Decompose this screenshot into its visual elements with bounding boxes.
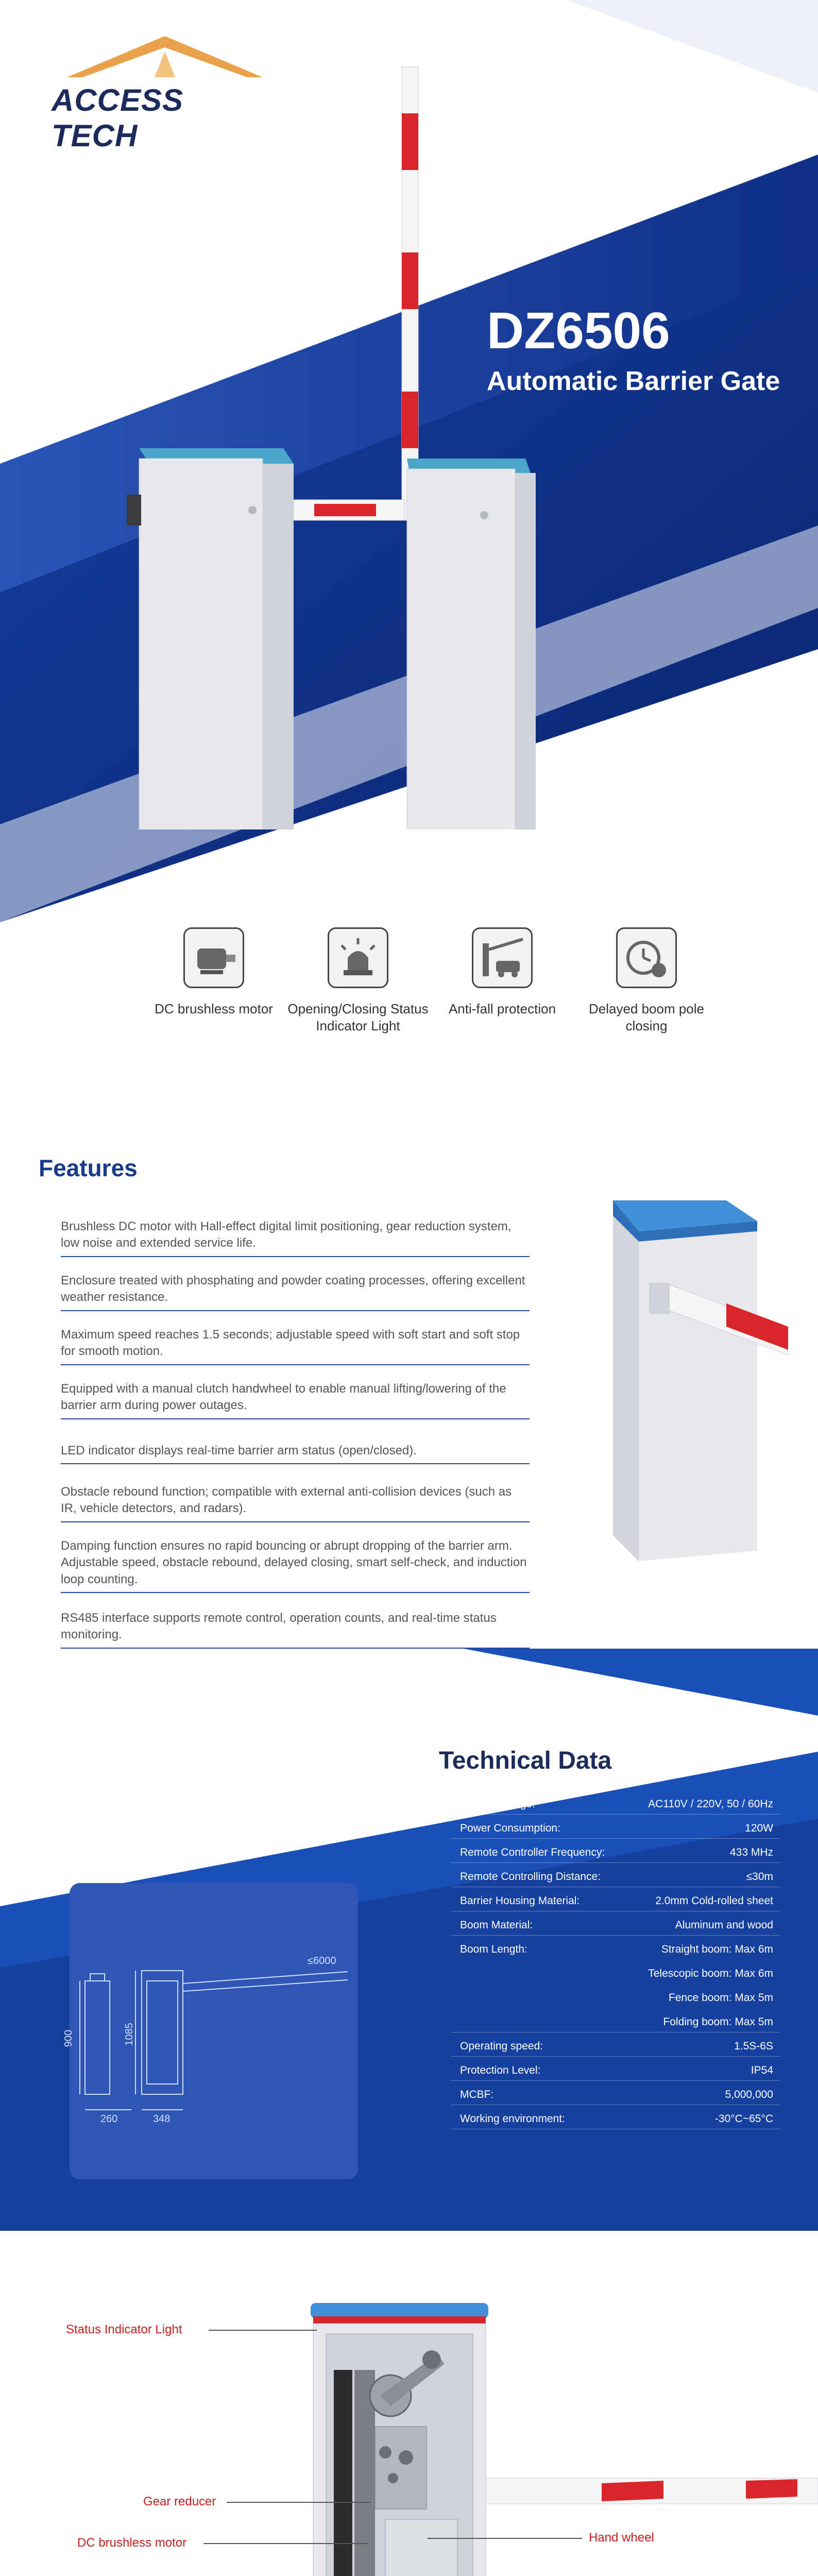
spec-row: Fence boom: Max 5m <box>668 1992 773 2004</box>
spec-row: Protection Level: IP54 <box>451 2059 780 2081</box>
highlight-indicator <box>281 927 435 1034</box>
spec-row: Remote Controlling Distance: ≤30m <box>451 1866 780 1887</box>
dim-boom-length: ≤6000 <box>308 1955 336 1967</box>
hero-banner <box>0 0 818 922</box>
highlight-anti-fall <box>425 927 580 1018</box>
spec-row: Boom Length: Straight boom: Max 6m <box>460 1943 773 1955</box>
tech-title: Technical Data <box>439 1747 612 1774</box>
timer-icon <box>616 927 677 988</box>
spec-row: Remote Controller Frequency: 433 MHz <box>451 1841 780 1863</box>
product-model: DZ6506 <box>487 302 670 360</box>
spec-row: Power Consumption: 120W <box>451 1817 780 1839</box>
label-dc-motor: DC brushless motor <box>77 2536 187 2550</box>
leader-line <box>227 2502 371 2503</box>
feature-item: Enclosure treated with phosphating and powder coating processes, offering excellent weather resistance. <box>61 1273 530 1311</box>
internal-structure-illustration <box>303 2303 818 2576</box>
dimension-lines <box>70 1883 358 2179</box>
feature-item: LED indicator displays real-time barrier arm status (open/closed). <box>61 1443 530 1464</box>
brand-name: ACCESS TECH <box>52 83 184 153</box>
features-title: Features <box>39 1155 138 1181</box>
highlight-label: Delayed boom pole closing <box>588 1001 705 1033</box>
label-status-indicator: Status Indicator Light <box>66 2323 182 2336</box>
feature-item: Brushless DC motor with Hall-effect digital limit positioning, gear reduction system, low noise and extended service life. <box>61 1218 530 1257</box>
spec-row: Folding boom: Max 5m <box>451 2011 780 2032</box>
highlights-row <box>0 922 818 1118</box>
spec-row: Barrier Housing Material: 2.0mm Cold-rolled sheet <box>451 1890 780 1911</box>
leader-line <box>203 2543 368 2544</box>
label-hand-wheel: Hand wheel <box>589 2531 654 2545</box>
leader-line <box>209 2330 317 2331</box>
feature-item: RS485 interface supports remote control, operation counts, and real-time status monitoring. <box>61 1610 530 1649</box>
spec-row: MCBF: 5,000,000 <box>451 2083 780 2105</box>
dim-height-1: 900 <box>63 2029 75 2047</box>
indicator-light-icon <box>328 927 388 988</box>
product-subtitle: Automatic Barrier Gate <box>487 366 780 396</box>
feature-item: Obstacle rebound function; compatible with external anti-collision devices (such as IR, vehicle detectors, and radars). <box>61 1484 530 1522</box>
feature-item: Maximum speed reaches 1.5 seconds; adjustable speed with soft start and soft stop for smooth motion. <box>61 1327 530 1365</box>
dim-height-2: 1085 <box>123 2023 135 2046</box>
spec-row: Working environment: -30°C~65°C <box>451 2108 780 2129</box>
motor-icon <box>183 927 244 988</box>
highlight-label: DC brushless motor <box>155 1001 273 1016</box>
highlight-label: Opening/Closing Status Indicator Light <box>287 1001 429 1033</box>
dim-width-1: 260 <box>100 2113 118 2125</box>
spec-row: Supply Voltage: AC110V / 220V, 50 / 60Hz <box>451 1793 780 1815</box>
anti-fall-icon <box>472 927 533 988</box>
dim-width-2: 348 <box>153 2113 171 2125</box>
spec-row: Boom Material: Aluminum and wood <box>451 1914 780 1936</box>
spec-row: Operating speed: 1.5S-6S <box>451 2035 780 2057</box>
cabinet-closeup-illustration <box>572 1200 788 1582</box>
label-gear-reducer: Gear reducer <box>143 2495 216 2509</box>
feature-item: Damping function ensures no rapid bouncing or abrupt dropping of the barrier arm. Adjustable speed, obstacle rebound, delayed closing, smart self-check, and induction loop counting. <box>61 1538 530 1593</box>
highlight-label: Anti-fall protection <box>448 1001 556 1016</box>
hero-gate-illustration <box>113 57 536 829</box>
spec-row: Telescopic boom: Max 6m <box>648 1968 773 1979</box>
dimension-title: Dimension <box>76 1835 198 1861</box>
leader-line <box>428 2538 582 2539</box>
highlight-motor <box>137 927 291 1018</box>
highlight-delay <box>569 927 724 1034</box>
dimension-drawing <box>63 1883 358 2179</box>
feature-item: Equipped with a manual clutch handwheel to enable manual lifting/lowering of the barrier arm during power outages. <box>61 1381 530 1419</box>
